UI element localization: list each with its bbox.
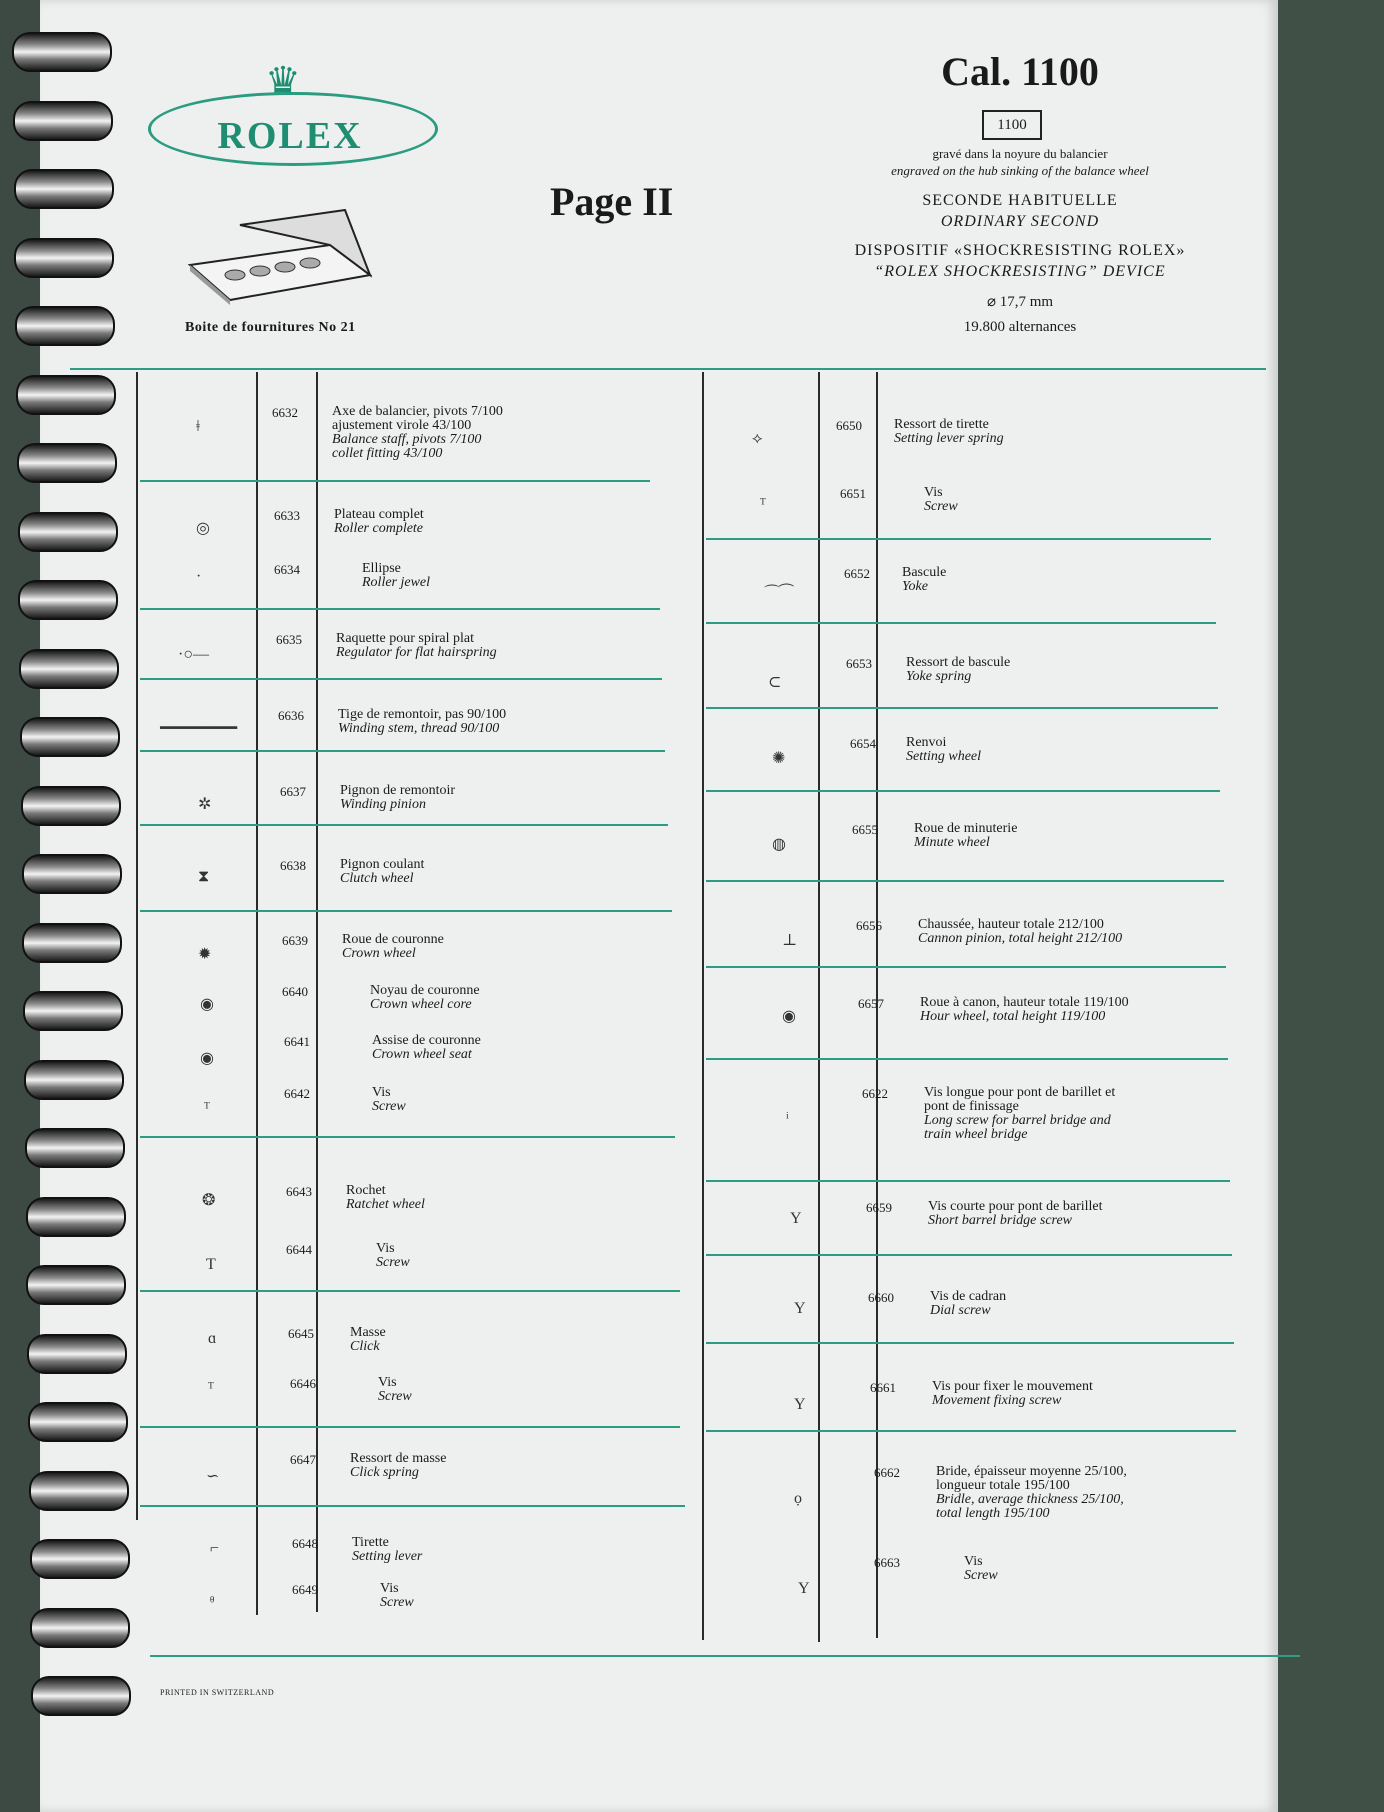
part-name-fr: Pignon coulant — [340, 857, 425, 872]
part-name-fr: Masse — [350, 1325, 386, 1340]
table-row-rule — [140, 824, 668, 826]
table-column-rule — [256, 372, 258, 1615]
click-spring-icon: ∽ — [206, 1468, 220, 1485]
part-name-en: Click spring — [350, 1465, 419, 1480]
crown-core-icon: ◉ — [200, 996, 214, 1013]
part-name-fr: Roue de minuterie — [914, 821, 1018, 836]
part-number: 6662 — [874, 1465, 900, 1480]
part-name-fr: Roue de couronne — [342, 932, 444, 947]
part-name-en: Screw — [924, 499, 958, 514]
part-name-fr: Ressort de bascule — [906, 655, 1011, 670]
click-icon: ɑ — [208, 1330, 217, 1347]
part-name-en: Clutch wheel — [340, 871, 414, 886]
part-number: 6653 — [846, 656, 872, 671]
part-number: 6659 — [866, 1200, 892, 1215]
part-number: 6649 — [292, 1582, 318, 1597]
winding-pinion-icon: ✲ — [198, 796, 212, 813]
part-name-fr: Vis — [378, 1375, 397, 1390]
part-name-fr: Vis — [376, 1241, 395, 1256]
binding-ring — [31, 1676, 131, 1716]
bridle-icon: ọ — [794, 1490, 802, 1507]
part-number: 6652 — [844, 566, 870, 581]
part-name-en: Hour wheel, total height 119/100 — [920, 1009, 1106, 1024]
device-fr: DISPOSITIF «SHOCKRESISTING ROLEX» — [854, 242, 1186, 259]
part-number: 6650 — [836, 418, 862, 433]
table-row-rule — [706, 707, 1218, 709]
binding-ring — [14, 169, 114, 209]
part-name-en: Setting lever spring — [894, 431, 1004, 446]
cannon-pinion-icon: ⊥ — [782, 932, 798, 949]
part-number: 6644 — [286, 1242, 312, 1257]
header-divider — [70, 368, 1266, 370]
caliber-title: Cal. 1100 — [941, 49, 1099, 94]
diameter: ⌀ 17,7 mm — [986, 294, 1054, 310]
part-name-en: Setting lever — [352, 1549, 423, 1564]
binding-ring — [17, 443, 117, 483]
part-number: 6642 — [284, 1086, 310, 1101]
part-name-en: Dial screw — [930, 1303, 991, 1318]
part-name-fr: Vis pour fixer le mouvement — [932, 1379, 1093, 1394]
binding-ring — [16, 375, 116, 415]
part-name-fr: Vis — [964, 1554, 983, 1569]
part-number: 6654 — [850, 736, 876, 751]
part-name-fr: Raquette pour spiral plat — [336, 631, 475, 646]
bottom-divider — [150, 1655, 1300, 1657]
part-number: 6632 — [272, 405, 298, 420]
table-row-rule — [706, 538, 1211, 540]
part-name-fr: Ellipse — [362, 561, 401, 576]
part-number: 6639 — [282, 933, 308, 948]
part-name-en: Roller jewel — [362, 575, 431, 590]
part-number: 6641 — [284, 1034, 310, 1049]
clutch-wheel-icon: ⧗ — [198, 868, 210, 885]
box-caption: Boite de fournitures No 21 — [185, 320, 356, 335]
table-row-rule — [140, 1136, 675, 1138]
part-name-en: Crown wheel core — [370, 997, 472, 1012]
yoke-spring-icon: ⊂ — [768, 674, 782, 691]
table-row-rule — [706, 1180, 1230, 1182]
part-name-en: Click — [350, 1339, 380, 1354]
part-name-en: Movement fixing screw — [932, 1393, 1062, 1408]
part-name-fr: Vis longue pour pont de barillet et pont de finissage — [924, 1085, 1116, 1114]
binding-ring — [26, 1265, 126, 1305]
table-column-rule — [136, 372, 138, 1520]
caliber-engraving-box: 1100 — [982, 110, 1042, 140]
part-number: 6656 — [856, 918, 882, 933]
crown-icon: ♛ — [265, 59, 301, 104]
part-name-en: Bridle, average thickness 25/100, total length 195/100 — [936, 1492, 1124, 1521]
table-row-rule — [706, 1254, 1232, 1256]
table-row-rule — [140, 608, 660, 610]
second-en: ORDINARY SECOND — [940, 213, 1100, 230]
part-name-fr: Renvoi — [906, 735, 947, 750]
rolex-logo — [140, 58, 440, 190]
screw-icon: ᵀ — [760, 496, 766, 513]
winding-stem-icon: ━━━━━━━━ — [160, 720, 238, 737]
setting-lever-spring-icon: ⟡ — [752, 430, 763, 447]
page-stack-edge — [1262, 0, 1384, 1812]
page-title: Page II — [550, 179, 674, 224]
spiral-binding — [0, 0, 120, 1812]
setting-lever-icon: ⌐ — [210, 1540, 220, 1557]
binding-ring — [15, 306, 115, 346]
part-number: 6638 — [280, 858, 306, 873]
part-name-en: Setting wheel — [906, 749, 982, 764]
part-name-en: Long screw for barrel bridge and train wheel bridge — [924, 1113, 1111, 1142]
part-number: 6637 — [280, 784, 306, 799]
table-row-rule — [706, 622, 1216, 624]
part-number: 6646 — [290, 1376, 316, 1391]
alternations: 19.800 alternances — [963, 319, 1077, 335]
table-row-rule — [140, 1426, 680, 1428]
table-row-rule — [140, 1290, 680, 1292]
second-fr: SECONDE HABITUELLE — [922, 192, 1118, 209]
part-name-en: Screw — [372, 1099, 406, 1114]
part-number: 6636 — [278, 708, 304, 723]
device-en: “ROLEX SHOCKRESISTING” DEVICE — [874, 263, 1166, 280]
binding-ring — [28, 1402, 128, 1442]
table-column-rule — [702, 372, 704, 1640]
part-number: 6651 — [840, 486, 866, 501]
table-row-rule — [140, 1505, 685, 1507]
parts-box-illustration — [180, 205, 380, 305]
part-number: 6648 — [292, 1536, 318, 1551]
dial-screw-icon: Y — [794, 1300, 806, 1317]
binding-ring — [18, 512, 118, 552]
part-number: 6622 — [862, 1086, 888, 1101]
part-name-fr: Tige de remontoir, pas 90/100 — [338, 707, 507, 722]
binding-ring — [19, 649, 119, 689]
engraved-en: engraved on the hub sinking of the balance wheel — [891, 163, 1149, 178]
part-name-en: Winding stem, thread 90/100 — [338, 721, 500, 736]
binding-ring — [25, 1128, 125, 1168]
hour-wheel-icon: ◉ — [782, 1008, 796, 1025]
table-row-rule — [706, 1342, 1234, 1344]
binding-ring — [12, 32, 112, 72]
part-number: 6661 — [870, 1380, 896, 1395]
roller-jewel-icon: · — [196, 568, 202, 585]
part-name-en: Winding pinion — [340, 797, 426, 812]
table-row-rule — [706, 1058, 1228, 1060]
part-number: 6640 — [282, 984, 308, 999]
table-row-rule — [706, 880, 1224, 882]
binding-ring — [14, 238, 114, 278]
part-name-en: Screw — [380, 1595, 414, 1610]
part-name-en: Yoke spring — [906, 669, 972, 684]
part-name-en: Crown wheel — [342, 946, 416, 961]
binding-ring — [20, 717, 120, 757]
part-number: 6657 — [858, 996, 884, 1011]
part-number: 6633 — [274, 508, 300, 523]
part-name-en: Yoke — [902, 579, 928, 594]
table-row-rule — [140, 480, 650, 482]
table-row-rule — [706, 966, 1226, 968]
part-name-fr: Tirette — [352, 1535, 389, 1550]
part-name-fr: Bride, épaisseur moyenne 25/100, longueur totale 195/100 — [936, 1464, 1127, 1493]
long-screw-icon: ᵢ — [786, 1104, 789, 1121]
crown-wheel-icon: ✹ — [198, 946, 212, 963]
binding-ring — [24, 1060, 124, 1100]
binding-ring — [22, 854, 122, 894]
part-number: 6643 — [286, 1184, 312, 1199]
part-name-fr: Chaussée, hauteur totale 212/100 — [918, 917, 1104, 932]
screw-icon: ᵀ — [204, 1100, 210, 1117]
part-name-en: Crown wheel seat — [372, 1047, 472, 1062]
part-name-en: Minute wheel — [914, 835, 990, 850]
part-name-fr: Vis — [924, 485, 943, 500]
part-name-fr: Pignon de remontoir — [340, 783, 456, 798]
binding-ring — [26, 1197, 126, 1237]
part-name-fr: Vis — [372, 1085, 391, 1100]
screw-icon: ᶿ — [210, 1594, 215, 1611]
part-name-fr: Plateau complet — [334, 507, 424, 522]
binding-ring — [22, 923, 122, 963]
yoke-icon: ⌒⁀ — [764, 585, 793, 602]
part-name-en: Regulator for flat hairspring — [336, 645, 497, 660]
part-number: 6645 — [288, 1326, 314, 1341]
binding-ring — [21, 786, 121, 826]
ratchet-wheel-icon: ❂ — [202, 1192, 216, 1209]
part-number: 6634 — [274, 562, 300, 577]
fixing-screw-icon: Y — [794, 1396, 806, 1413]
printed-note: PRINTED IN SWITZERLAND — [160, 1688, 275, 1697]
part-number: 6660 — [868, 1290, 894, 1305]
engraved-fr: gravé dans la noyure du balancier — [932, 146, 1108, 161]
part-name-fr: Vis de cadran — [930, 1289, 1007, 1304]
part-name-en: Ratchet wheel — [346, 1197, 425, 1212]
roller-icon: ◎ — [196, 520, 210, 537]
part-name-en: Short barrel bridge screw — [928, 1213, 1073, 1228]
table-row-rule — [140, 910, 672, 912]
part-name-en: Balance staff, pivots 7/100 collet fitting 43/100 — [332, 432, 482, 461]
crown-seat-icon: ◉ — [200, 1050, 214, 1067]
screw-icon: Y — [798, 1580, 810, 1597]
part-name-fr: Axe de balancier, pivots 7/100 ajustement virole 43/100 — [332, 404, 503, 433]
binding-ring — [27, 1334, 127, 1374]
part-name-en: Screw — [376, 1255, 410, 1270]
binding-ring — [23, 991, 123, 1031]
part-number: 6635 — [276, 632, 302, 647]
table-row-rule — [706, 1430, 1236, 1432]
part-name-fr: Noyau de couronne — [370, 983, 480, 998]
part-name-fr: Vis — [380, 1581, 399, 1596]
regulator-icon: ·○— — [178, 646, 209, 663]
binding-ring — [18, 580, 118, 620]
table-row-rule — [140, 678, 662, 680]
part-name-en: Roller complete — [334, 521, 424, 536]
part-name-fr: Vis courte pour pont de barillet — [928, 1199, 1103, 1214]
part-number: 6663 — [874, 1555, 900, 1570]
brand-name: ROLEX — [217, 115, 363, 157]
part-name-fr: Assise de couronne — [372, 1033, 481, 1048]
part-name-fr: Rochet — [346, 1183, 386, 1198]
part-name-fr: Ressort de tirette — [894, 417, 989, 432]
part-number: 6647 — [290, 1452, 316, 1467]
short-screw-icon: Y — [790, 1210, 802, 1227]
part-name-en: Screw — [378, 1389, 412, 1404]
part-name-fr: Bascule — [902, 565, 947, 580]
binding-ring — [29, 1471, 129, 1511]
table-column-rule — [818, 372, 820, 1642]
part-name-fr: Ressort de masse — [350, 1451, 447, 1466]
binding-ring — [30, 1539, 130, 1579]
part-name-en: Cannon pinion, total height 212/100 — [918, 931, 1123, 946]
part-number: 6655 — [852, 822, 878, 837]
part-name-fr: Roue à canon, hauteur totale 119/100 — [920, 995, 1129, 1010]
binding-ring — [13, 101, 113, 141]
balance-staff-icon: ǂ — [196, 418, 200, 435]
table-row-rule — [140, 750, 665, 752]
part-name-en: Screw — [964, 1568, 998, 1583]
minute-wheel-icon: ◍ — [772, 836, 786, 853]
binding-ring — [30, 1608, 130, 1648]
screw-icon: T — [206, 1256, 216, 1273]
screw-icon: ᵀ — [208, 1380, 214, 1397]
table-row-rule — [706, 790, 1220, 792]
setting-wheel-icon: ✺ — [772, 750, 786, 767]
